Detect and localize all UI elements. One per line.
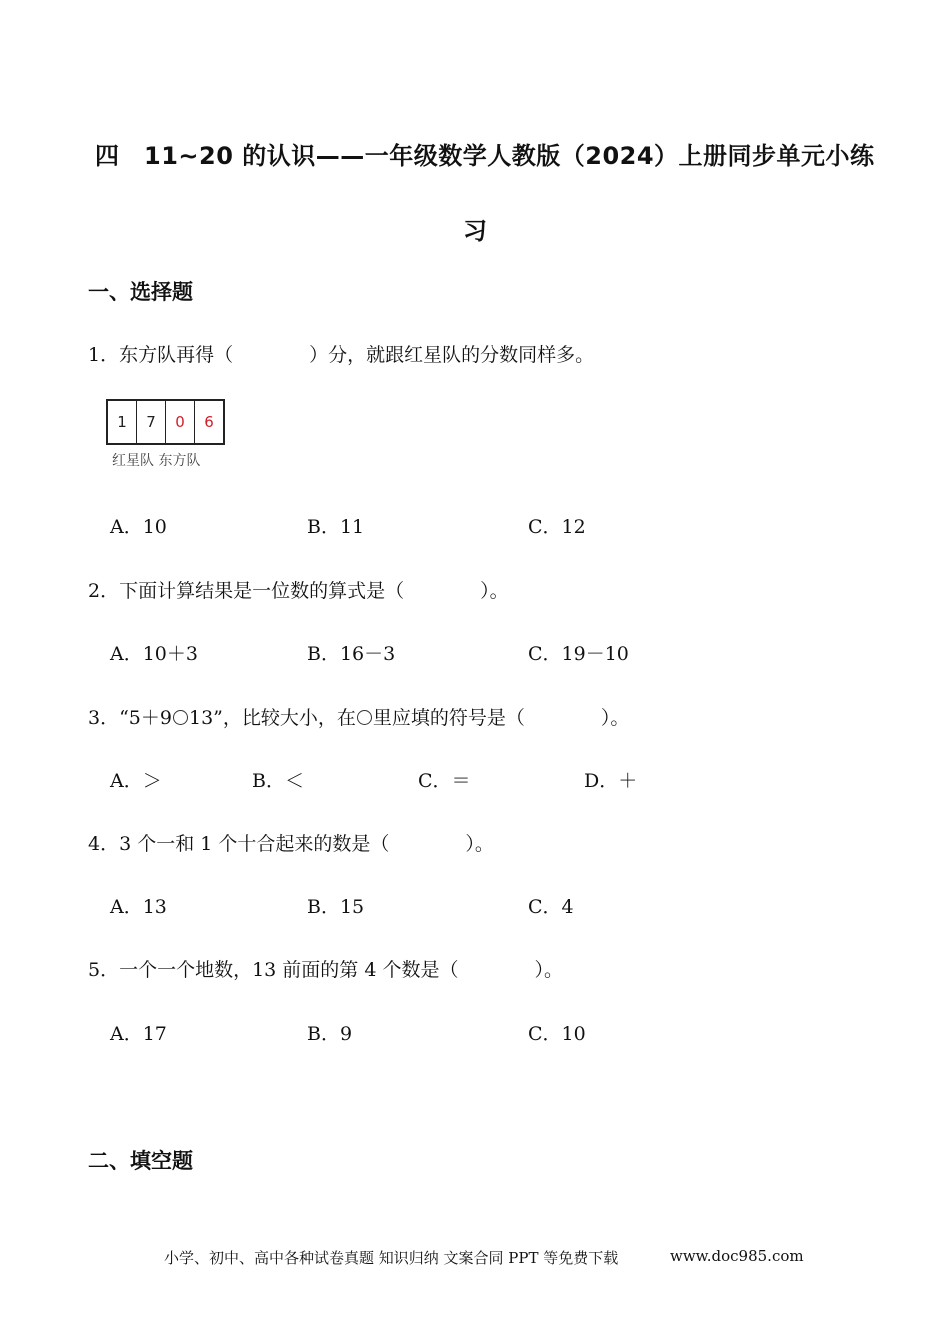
question-5: 5．一个一个地数，13 前面的第 4 个数是（ ）。 <box>88 959 563 981</box>
footer-text: 小学、初中、高中各种试卷真题 知识归纳 文案合同 PPT 等免费下载 <box>164 1249 619 1267</box>
question-3-part2: 13”，比较大小，在 <box>188 707 356 729</box>
q4-option-c: C．4 <box>528 896 574 918</box>
circle-blank-icon <box>357 710 372 725</box>
section-heading-choice: 一、选择题 <box>88 280 193 304</box>
q3-option-a: A．＞ <box>110 770 162 792</box>
circle-blank-icon <box>173 710 188 725</box>
question-4: 4．3 个一和 1 个十合起来的数是（ ）。 <box>88 833 494 855</box>
footer-url[interactable]: www.doc985.com <box>670 1247 804 1265</box>
scoreboard-digit: 7 <box>137 401 166 443</box>
scoreboard-digit: 1 <box>108 401 137 443</box>
scoreboard-digit: 6 <box>204 413 214 431</box>
q2-option-a: A．10＋3 <box>110 643 198 665</box>
q4-option-a: A．13 <box>110 896 167 918</box>
question-2: 2．下面计算结果是一位数的算式是（ ）。 <box>88 580 509 602</box>
question-3-part3: 里应填的符号是（ ）。 <box>372 707 630 729</box>
q1-option-a: A．10 <box>110 516 167 538</box>
q5-option-a: A．17 <box>110 1023 167 1045</box>
q4-option-b: B．15 <box>307 896 365 918</box>
scoreboard <box>106 399 225 445</box>
q3-option-b: B．＜ <box>252 770 304 792</box>
scoreboard-digit: 0 <box>166 401 195 443</box>
q5-option-c: C．10 <box>528 1023 586 1045</box>
question-3-part1: 3．“5＋9 <box>88 707 172 729</box>
question-3 <box>88 703 629 730</box>
q2-option-b: B．16－3 <box>307 643 396 665</box>
section-heading-fill: 二、填空题 <box>88 1149 193 1173</box>
question-1: 1．东方队再得（ ）分，就跟红星队的分数同样多。 <box>88 344 595 366</box>
q5-option-b: B．9 <box>307 1023 353 1045</box>
q3-option-c: C．＝ <box>418 770 471 792</box>
scoreboard-labels: 红星队 东方队 <box>112 453 201 469</box>
q1-option-c: C．12 <box>528 516 586 538</box>
q3-option-d: D．＋ <box>584 770 638 792</box>
doc-title-line1: 四 11~20 的认识——一年级数学人教版（2024）上册同步单元小练 <box>95 142 875 170</box>
q1-option-b: B．11 <box>307 516 365 538</box>
q2-option-c: C．19－10 <box>528 643 629 665</box>
doc-title-line2: 习 <box>463 217 488 245</box>
